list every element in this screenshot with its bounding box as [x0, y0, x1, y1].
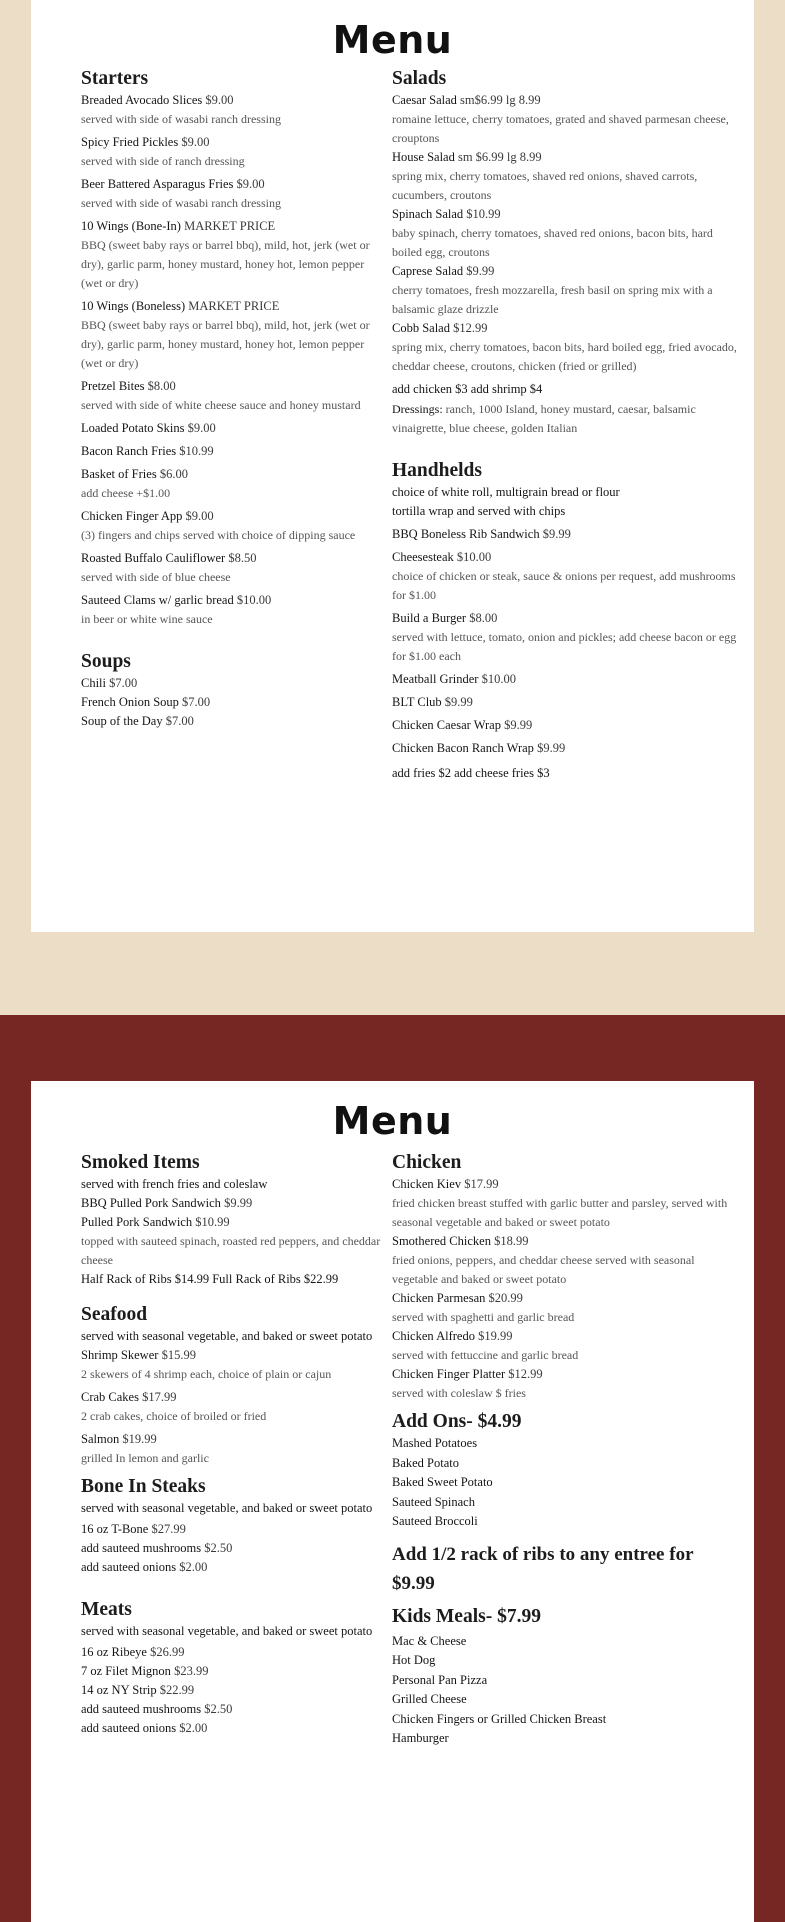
section-heading-starters: Starters — [81, 68, 149, 89]
menu-item — [392, 739, 742, 758]
menu-item-name: 16 oz Ribeye — [81, 1644, 147, 1659]
menu-item-name: add sauteed onions — [81, 1720, 177, 1735]
menu-item-line — [392, 1175, 742, 1194]
menu-item-description: served with side of ranch dressing — [81, 154, 245, 168]
menu-item-price: $10.99 — [195, 1215, 230, 1229]
menu-item — [392, 693, 742, 712]
menu-item-name: Chicken Alfredo — [392, 1329, 475, 1343]
list-item: Grilled Cheese — [392, 1692, 467, 1706]
menu-item — [81, 1681, 381, 1700]
smoked-list — [81, 1194, 381, 1270]
menu-item-name: House Salad — [392, 150, 455, 164]
list-item: Mac & Cheese — [392, 1633, 467, 1648]
menu-item-description: topped with sauteed spinach, roasted red peppers, and cheddar cheese — [81, 1234, 381, 1267]
menu-item-description: spring mix, cherry tomatoes, bacon bits, hard boiled egg, fried avocado, cheddar cheese, croutons, chicken (fried or grilled) — [392, 340, 737, 373]
menu-item — [81, 549, 381, 587]
left-column-2 — [81, 1152, 381, 1738]
handhelds-subtitle: choice of white roll, multigrain bread or flour tortilla wrap and served with chips — [392, 484, 620, 518]
menu-item-price: $9.00 — [185, 509, 214, 523]
steaks-subtitle: served with seasonal vegetable, and baked or sweet potato — [81, 1500, 373, 1515]
menu-item-name: Salmon — [81, 1431, 120, 1446]
menu-item — [392, 609, 742, 666]
menu-item-price: MARKET PRICE — [188, 299, 280, 313]
section-heading-chicken: Chicken — [392, 1152, 462, 1173]
menu-page-2 — [31, 1081, 754, 1922]
menu-item — [81, 442, 381, 461]
menu-page-1 — [31, 0, 754, 932]
menu-item — [81, 507, 381, 545]
menu-item-price: $9.00 — [181, 135, 210, 149]
menu-item-description: BBQ (sweet baby rays or barrel bbq), mild, hot, jerk (wet or dry), garlic parm, honey mustard, honey hot, lemon pepper (wet or dry) — [81, 318, 370, 370]
menu-item — [81, 1719, 381, 1738]
menu-item — [81, 1388, 381, 1426]
salad-addons: add chicken $3 add shrimp $4 — [392, 382, 543, 396]
seafood-list — [81, 1346, 381, 1468]
menu-item-line — [392, 1327, 742, 1346]
addons-list — [392, 1434, 742, 1532]
dressings — [392, 400, 742, 438]
menu-item-description: choice of chicken or steak, sauce & onions per request, add mushrooms for $1.00 — [392, 568, 736, 602]
menu-item — [392, 548, 742, 605]
menu-item-name: Chicken Bacon Ranch Wrap — [392, 740, 534, 755]
menu-item-name: Spinach Salad — [392, 207, 464, 221]
menu-item — [392, 91, 742, 148]
section-heading-salads: Salads — [392, 68, 447, 89]
menu-item-name: add sauteed mushrooms — [81, 1701, 202, 1716]
menu-item — [81, 133, 381, 171]
menu-item-description: served with fettuccine and garlic bread — [392, 1348, 579, 1362]
menu-item-line — [392, 525, 742, 544]
menu-item — [81, 1558, 381, 1577]
menu-item — [81, 1700, 381, 1719]
menu-item-line — [81, 297, 381, 316]
menu-item-price: $6.00 — [159, 467, 188, 481]
menu-item — [392, 1175, 742, 1232]
menu-item-price: sm$6.99 lg 8.99 — [460, 93, 541, 107]
menu-item-price: $17.99 — [464, 1177, 499, 1191]
menu-item — [81, 1430, 381, 1468]
menu-item-price: $2.50 — [204, 1701, 233, 1716]
menu-item-name: BBQ Pulled Pork Sandwich — [81, 1196, 221, 1210]
menu-item-line — [81, 1346, 381, 1365]
menu-item — [81, 91, 381, 129]
left-column — [81, 68, 381, 731]
menu-item-description: fried chicken breast stuffed with garlic butter and parsley, served with seasonal vegetable and baked or sweet potato — [392, 1196, 728, 1229]
right-column-2 — [392, 1152, 742, 1749]
menu-item-name: BLT Club — [392, 694, 442, 709]
menu-item — [392, 319, 742, 376]
salads-list — [392, 91, 742, 376]
menu-item-line — [81, 442, 381, 461]
section-heading-smoked: Smoked Items — [81, 1152, 200, 1173]
list-item: Hot Dog — [392, 1653, 436, 1667]
menu-item-description: 2 crab cakes, choice of broiled or fried — [81, 1408, 267, 1423]
menu-item-description: served with coleslaw $ fries — [392, 1386, 526, 1400]
list-item: Chicken Fingers or Grilled Chicken Breast — [392, 1711, 607, 1726]
menu-item-name: 10 Wings (Bone-In) — [81, 219, 181, 233]
menu-item-price: $10.00 — [481, 671, 516, 686]
menu-item-name: Roasted Buffalo Cauliflower — [81, 551, 226, 565]
menu-item-price: $2.00 — [179, 1559, 208, 1574]
menu-item-description: baby spinach, cherry tomatoes, shaved red onions, bacon bits, hard boiled egg, croutons — [392, 226, 713, 259]
menu-item — [81, 465, 381, 503]
menu-item-price: $10.00 — [456, 549, 492, 564]
menu-item — [392, 670, 742, 689]
menu-item-price: $7.00 — [165, 714, 194, 728]
dressings-list: ranch, 1000 Island, honey mustard, caesar, balsamic vinaigrette, blue cheese, golden Italian — [392, 401, 696, 435]
soups-list — [81, 674, 381, 731]
menu-item-name: Caesar Salad — [392, 93, 457, 107]
menu-item-description: add cheese +$1.00 — [81, 486, 171, 500]
menu-item-name: Chili — [81, 676, 107, 690]
section-heading-meats: Meats — [81, 1598, 132, 1620]
list-item: Sauteed Spinach — [392, 1494, 475, 1509]
menu-item-price: $7.00 — [109, 676, 138, 690]
menu-item-name: Chicken Kiev — [392, 1177, 462, 1191]
menu-item-line — [392, 609, 742, 628]
menu-item-price: $2.00 — [179, 1720, 208, 1735]
meats-list — [81, 1643, 381, 1738]
menu-item-name: Pulled Pork Sandwich — [81, 1215, 193, 1229]
menu-item-price: $27.99 — [151, 1521, 186, 1536]
menu-item-line — [81, 712, 381, 731]
page-title-2: Menu — [332, 1099, 453, 1143]
menu-item-name: Bacon Ranch Fries — [81, 444, 177, 458]
list-item: Hamburger — [392, 1731, 449, 1745]
menu-item-description: served with side of wasabi ranch dressing — [81, 196, 281, 210]
menu-item-price: $9.99 — [542, 526, 571, 541]
menu-item-name: Sauteed Clams w/ garlic bread — [81, 593, 234, 607]
menu-item-line — [81, 1719, 381, 1738]
meats-subtitle: served with seasonal vegetable, and baked or sweet potato — [81, 1623, 373, 1638]
menu-item-price: $12.99 — [453, 321, 488, 335]
menu-item-name: 10 Wings (Boneless) — [81, 299, 186, 313]
menu-item-name: Smothered Chicken — [392, 1234, 491, 1248]
menu-item-price: $18.99 — [494, 1234, 529, 1248]
ribs-promo: Add 1/2 rack of ribs to any entree for $9.99 — [392, 1543, 694, 1594]
menu-item-line — [81, 591, 381, 610]
menu-item — [392, 205, 742, 262]
section-heading-steaks: Bone In Steaks — [81, 1475, 206, 1497]
menu-item-line — [81, 419, 381, 438]
menu-item-price: $17.99 — [142, 1389, 177, 1404]
menu-item-name: Breaded Avocado Slices — [81, 93, 203, 107]
menu-item — [81, 297, 381, 373]
menu-item — [81, 377, 381, 415]
list-item: Baked Sweet Potato — [392, 1475, 493, 1489]
menu-item — [392, 148, 742, 205]
menu-item-price: $8.00 — [469, 610, 498, 625]
menu-item-line — [81, 1194, 381, 1213]
menu-item-price: $26.99 — [150, 1644, 185, 1659]
menu-item-line — [392, 148, 742, 167]
menu-item-description: served with spaghetti and garlic bread — [392, 1310, 575, 1324]
menu-item — [81, 175, 381, 213]
menu-item-name: French Onion Soup — [81, 695, 179, 709]
menu-item-price: $23.99 — [174, 1663, 209, 1678]
menu-item-line — [392, 548, 742, 567]
right-column — [392, 68, 742, 783]
menu-item-name: add sauteed onions — [81, 1559, 177, 1574]
menu-item — [81, 1662, 381, 1681]
menu-item-line — [81, 549, 381, 568]
menu-item — [81, 693, 381, 712]
menu-item-description: BBQ (sweet baby rays or barrel bbq), mild, hot, jerk (wet or dry), garlic parm, honey mustard, honey hot, lemon pepper (wet or dry) — [81, 238, 370, 290]
menu-item — [81, 1213, 381, 1270]
menu-item-line — [81, 1643, 381, 1662]
menu-item-name: Loaded Potato Skins — [81, 421, 185, 435]
menu-item-name: Soup of the Day — [81, 714, 163, 728]
menu-item-line — [81, 1520, 381, 1539]
menu-item-line — [81, 1388, 381, 1407]
menu-item — [392, 1289, 742, 1327]
menu-item-line — [81, 175, 381, 194]
menu-item — [81, 419, 381, 438]
menu-item — [81, 1520, 381, 1539]
menu-item-line — [392, 205, 742, 224]
menu-item-name: Build a Burger — [392, 610, 467, 625]
smoked-subtitle: served with french fries and coleslaw — [81, 1177, 268, 1191]
menu-item-description: in beer or white wine sauce — [81, 612, 213, 626]
menu-item-name: Shrimp Skewer — [81, 1347, 159, 1362]
menu-item-name: Crab Cakes — [81, 1389, 139, 1404]
menu-item-price: $9.99 — [224, 1196, 253, 1210]
handhelds-list — [392, 525, 742, 758]
menu-item-line — [81, 1213, 381, 1232]
section-heading-soups: Soups — [81, 651, 131, 672]
menu-item-price: $7.00 — [182, 695, 211, 709]
menu-item-line — [392, 739, 742, 758]
menu-item — [81, 1539, 381, 1558]
handhelds-footer: add fries $2 add cheese fries $3 — [392, 765, 550, 780]
menu-item-name: Pretzel Bites — [81, 379, 145, 393]
menu-item-line — [392, 1365, 742, 1384]
menu-item — [392, 1327, 742, 1365]
menu-item — [81, 1194, 381, 1213]
page-title: Menu — [332, 18, 453, 62]
menu-item-line — [392, 1232, 742, 1251]
menu-item-price: $10.00 — [236, 593, 272, 607]
full-rack-price: $22.99 — [303, 1272, 339, 1286]
menu-item-name: 16 oz T-Bone — [81, 1521, 149, 1536]
list-item: Mashed Potatoes — [392, 1436, 478, 1450]
section-heading-seafood: Seafood — [81, 1303, 148, 1325]
menu-item-name: Chicken Caesar Wrap — [392, 717, 501, 732]
menu-item-line — [81, 1681, 381, 1700]
menu-item-line — [392, 319, 742, 338]
menu-item-price: $15.99 — [161, 1347, 196, 1362]
menu-item-name: Caprese Salad — [392, 264, 464, 278]
menu-item-price: $19.99 — [122, 1431, 157, 1446]
menu-item — [392, 525, 742, 544]
menu-item-line — [81, 693, 381, 712]
menu-item-line — [392, 716, 742, 735]
menu-item-description: spring mix, cherry tomatoes, shaved red onions, shaved carrots, cucumbers, croutons — [392, 169, 698, 202]
menu-item-line — [81, 1700, 381, 1719]
menu-item — [392, 1365, 742, 1403]
menu-item-price: sm $6.99 lg 8.99 — [457, 150, 542, 164]
menu-item-name: Cheesesteak — [392, 549, 454, 564]
menu-item-price: $9.00 — [236, 177, 265, 191]
list-item: Baked Potato — [392, 1455, 460, 1470]
menu-item-name: Chicken Finger App — [81, 509, 183, 523]
menu-item-line — [392, 91, 742, 110]
menu-item-description: fried onions, peppers, and cheddar cheese served with seasonal vegetable and baked or sweet potato — [392, 1253, 695, 1286]
menu-item-price: $9.00 — [205, 93, 234, 107]
menu-item-price: $9.00 — [187, 421, 216, 435]
menu-item-name: BBQ Boneless Rib Sandwich — [392, 526, 540, 541]
menu-item-name: 14 oz NY Strip — [81, 1682, 157, 1697]
menu-item-name: Beer Battered Asparagus Fries — [81, 177, 234, 191]
menu-item-price: $9.99 — [504, 717, 533, 732]
menu-item-price: $8.00 — [147, 379, 176, 393]
menu-item-line — [81, 1662, 381, 1681]
menu-item-line — [81, 1430, 381, 1449]
section-heading-kids: Kids Meals- $7.99 — [392, 1605, 541, 1627]
list-item: Sauteed Broccoli — [392, 1514, 478, 1528]
menu-item-line — [81, 674, 381, 693]
menu-item-line — [81, 217, 381, 236]
menu-item-price: $8.50 — [228, 551, 257, 565]
menu-item — [81, 674, 381, 693]
menu-item-name: Chicken Finger Platter — [392, 1367, 506, 1381]
menu-item-price: $10.99 — [466, 207, 501, 221]
menu-item-price: $10.99 — [179, 444, 214, 458]
menu-item-line — [392, 1289, 742, 1308]
menu-item-price: $12.99 — [508, 1367, 543, 1381]
menu-item-name: Spicy Fried Pickles — [81, 135, 179, 149]
section-heading-handhelds: Handhelds — [392, 459, 482, 481]
menu-item-description: served with lettuce, tomato, onion and pickles; add cheese bacon or egg for $1.00 each — [392, 629, 737, 663]
steaks-list — [81, 1520, 381, 1577]
menu-item — [392, 1232, 742, 1289]
menu-item-name: Basket of Fries — [81, 467, 157, 481]
menu-item — [81, 217, 381, 293]
menu-item-price: $2.50 — [204, 1540, 233, 1555]
menu-item-line — [81, 377, 381, 396]
menu-item-line — [81, 465, 381, 484]
menu-item-price: $20.99 — [488, 1291, 523, 1305]
menu-item-line — [392, 670, 742, 689]
menu-item — [81, 1346, 381, 1384]
menu-item-name: 7 oz Filet Mignon — [81, 1663, 171, 1678]
menu-item-line — [81, 507, 381, 526]
menu-item-name: Chicken Parmesan — [392, 1291, 486, 1305]
menu-item — [392, 716, 742, 735]
menu-item-line — [392, 262, 742, 281]
kids-list — [392, 1632, 742, 1749]
section-heading-addons: Add Ons- $4.99 — [392, 1411, 522, 1432]
dressings-label: Dressings: — [392, 401, 443, 416]
full-rack-name: Full Rack of Ribs — [212, 1272, 301, 1286]
menu-item-price: $9.99 — [466, 264, 495, 278]
menu-item-description: (3) fingers and chips served with choice of dipping sauce — [81, 528, 356, 542]
chicken-list — [392, 1175, 742, 1403]
menu-item — [81, 591, 381, 629]
menu-item-name: Meatball Grinder — [392, 671, 479, 686]
menu-item-description: grilled In lemon and garlic — [81, 1450, 209, 1465]
menu-item-price: $9.99 — [444, 694, 473, 709]
menu-item-name: add sauteed mushrooms — [81, 1540, 202, 1555]
seafood-subtitle: served with seasonal vegetable, and baked or sweet potato — [81, 1328, 373, 1343]
menu-item-line — [81, 1558, 381, 1577]
menu-item-line — [392, 693, 742, 712]
menu-item-description: romaine lettuce, cherry tomatoes, grated and shaved parmesan cheese, crouptons — [392, 112, 729, 145]
starters-list — [81, 91, 381, 629]
menu-item-description: cherry tomatoes, fresh mozzarella, fresh basil on spring mix with a balsamic glaze drizzle — [392, 283, 713, 316]
menu-item-description: 2 skewers of 4 shrimp each, choice of plain or cajun — [81, 1366, 332, 1381]
menu-item-line — [81, 91, 381, 110]
menu-item-name: Cobb Salad — [392, 321, 450, 335]
list-item: Personal Pan Pizza — [392, 1672, 488, 1687]
menu-item-description: served with side of wasabi ranch dressing — [81, 112, 281, 126]
half-rack-name: Half Rack of Ribs — [81, 1272, 172, 1286]
menu-item-price: MARKET PRICE — [184, 219, 276, 233]
menu-item-line — [81, 133, 381, 152]
menu-item — [392, 262, 742, 319]
menu-item-price: $22.99 — [159, 1682, 195, 1697]
menu-item-description: served with side of white cheese sauce and honey mustard — [81, 398, 361, 412]
ribs-line — [81, 1270, 381, 1290]
menu-item — [81, 1643, 381, 1662]
menu-item-line — [81, 1539, 381, 1558]
menu-item-description: served with side of blue cheese — [81, 570, 231, 584]
menu-item-price: $19.99 — [478, 1329, 513, 1343]
menu-item — [81, 712, 381, 731]
half-rack-price: $14.99 — [174, 1272, 210, 1286]
menu-item-price: $9.99 — [537, 740, 566, 755]
